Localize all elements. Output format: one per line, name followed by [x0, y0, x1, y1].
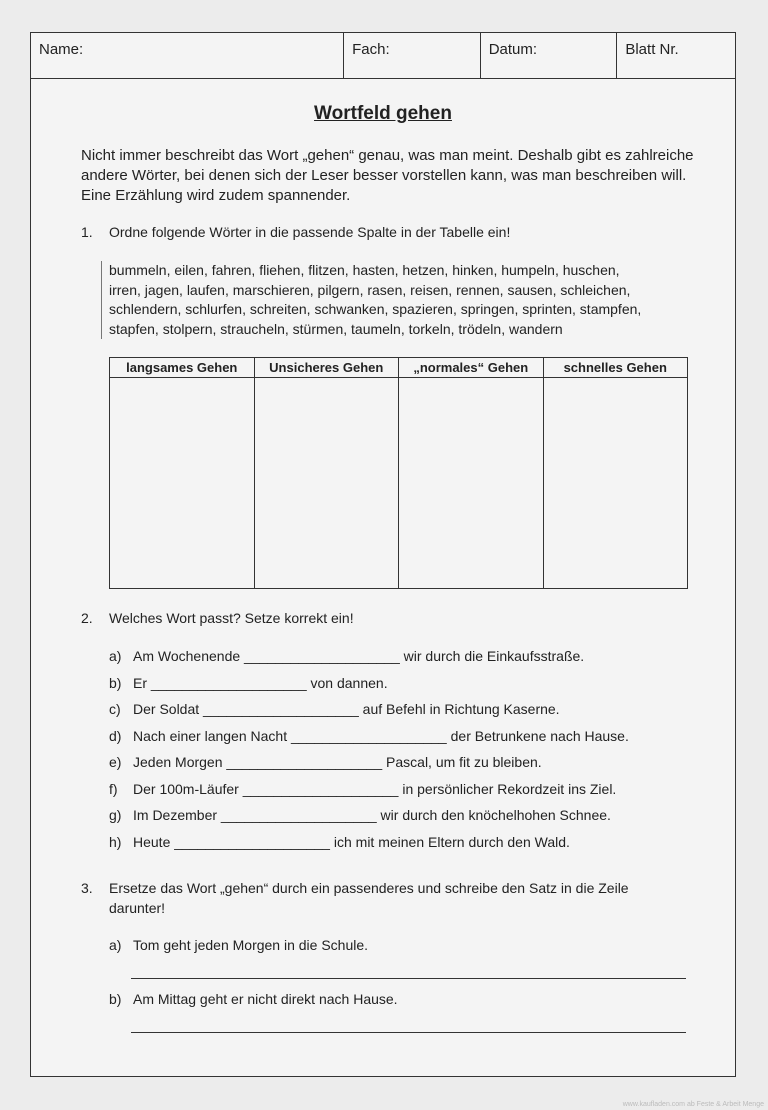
item-before: Am Wochenende — [133, 648, 241, 664]
item-letter: b) — [109, 991, 122, 1007]
word-line: schlendern, schlurfen, schreiten, schwanken, spazieren, springen, sprinten, stampfen, — [109, 301, 642, 317]
datum-field[interactable] — [481, 33, 618, 78]
item-blank[interactable]: ____________________ — [220, 807, 377, 823]
item-letter: a) — [109, 648, 122, 664]
column-header: schnelles Gehen — [543, 358, 688, 378]
item-blank[interactable]: ____________________ — [244, 648, 400, 664]
name-field[interactable] — [31, 33, 344, 78]
word-list — [101, 261, 709, 339]
item-after: wir durch den knöchelhohen Schnee. — [380, 807, 611, 823]
task1-instruction: Ordne folgende Wörter in die passende Spalte in der Tabelle ein! — [109, 224, 511, 240]
item-after: Pascal, um fit zu bleiben. — [386, 754, 542, 770]
table-cell[interactable] — [543, 378, 688, 589]
task1-number: 1. — [81, 224, 93, 240]
item-before: Er — [133, 674, 147, 691]
task3-number: 3. — [81, 880, 93, 896]
word-line: irren, jagen, laufen, marschieren, pilgern, rasen, reisen, rennen, sausen, schleichen, — [109, 281, 631, 298]
table-cell[interactable] — [254, 378, 399, 589]
item-blank[interactable]: ____________________ — [150, 674, 307, 691]
item-before: Jeden Morgen — [133, 754, 223, 770]
item-before: Nach einer langen Nacht — [133, 727, 288, 744]
column-header: langsames Gehen — [110, 358, 255, 378]
item-blank[interactable]: ____________________ — [291, 727, 447, 744]
footer-watermark: www.kaufladen.com ab Feste & Arbeit Menge — [622, 1101, 764, 1108]
item-letter: e) — [109, 754, 122, 770]
item-before: Heute — [133, 833, 171, 850]
word-line: bummeln, eilen, fahren, fliehen, flitzen, hasten, hetzen, hinken, humpeln, huschen, — [109, 262, 620, 278]
task3-instruction-line: darunter! — [109, 900, 166, 916]
item-after: von dannen. — [310, 674, 388, 691]
item-letter: b) — [109, 674, 122, 691]
item-after: in persönlicher Rekordzeit ins Ziel. — [402, 780, 617, 797]
item-blank[interactable]: ____________________ — [242, 780, 399, 797]
fach-label: Fach: — [352, 41, 390, 58]
task3-instruction-line: Ersetze das Wort „gehen“ durch ein passenderes und schreibe den Satz in die Zeile — [109, 880, 629, 896]
item-letter: d) — [109, 727, 122, 744]
blatt-field[interactable] — [617, 33, 735, 78]
fach-field[interactable] — [344, 33, 481, 78]
item-letter: f) — [109, 780, 118, 797]
item-sentence: Tom geht jeden Morgen in die Schule. — [133, 937, 369, 953]
item-letter: a) — [109, 937, 122, 953]
answer-line[interactable] — [131, 1032, 686, 1033]
item-before: Im Dezember — [133, 807, 218, 823]
page-title: Wortfeld gehen — [314, 103, 452, 124]
intro-paragraph: Nicht immer beschreibt das Wort „gehen“ genau, was man meint. Deshalb gibt es zahlreiche andere Wörter, bei denen sich der Leser besser vorstellen kann, was man beschreiben will. Eine Erzählung wird zudem spannender. — [81, 147, 694, 204]
answer-line[interactable] — [131, 978, 686, 979]
item-letter: g) — [109, 807, 122, 823]
column-header: „normales“ Gehen — [399, 358, 544, 378]
item-sentence: Am Mittag geht er nicht direkt nach Hause. — [133, 991, 398, 1007]
item-blank[interactable]: ____________________ — [174, 833, 330, 850]
datum-label: Datum: — [488, 41, 538, 58]
item-letter: c) — [109, 701, 121, 717]
task2-number: 2. — [81, 610, 93, 626]
worksheet — [30, 32, 736, 1077]
item-after: der Betrunkene nach Hause. — [450, 727, 629, 744]
task2-instruction: Welches Wort passt? Setze korrekt ein! — [109, 610, 354, 626]
item-after: wir durch die Einkaufsstraße. — [403, 648, 585, 664]
word-line: stapfen, stolpern, straucheln, stürmen, taumeln, torkeln, trödeln, wandern — [109, 320, 563, 337]
table-cell[interactable] — [110, 378, 255, 589]
item-before: Der 100m-Läufer — [133, 780, 239, 797]
item-blank[interactable]: ____________________ — [203, 701, 359, 717]
item-blank[interactable]: ____________________ — [226, 754, 383, 770]
name-label: Name: — [39, 41, 84, 58]
header-row — [31, 33, 735, 79]
item-after: ich mit meinen Eltern durch den Wald. — [333, 833, 570, 850]
column-header: Unsicheres Gehen — [254, 358, 399, 378]
blatt-label: Blatt Nr. — [625, 41, 679, 58]
table-cell[interactable] — [399, 378, 544, 589]
item-before: Der Soldat — [133, 701, 200, 717]
item-after: auf Befehl in Richtung Kaserne. — [362, 701, 560, 717]
item-letter: h) — [109, 833, 122, 850]
sorting-table — [109, 357, 688, 589]
